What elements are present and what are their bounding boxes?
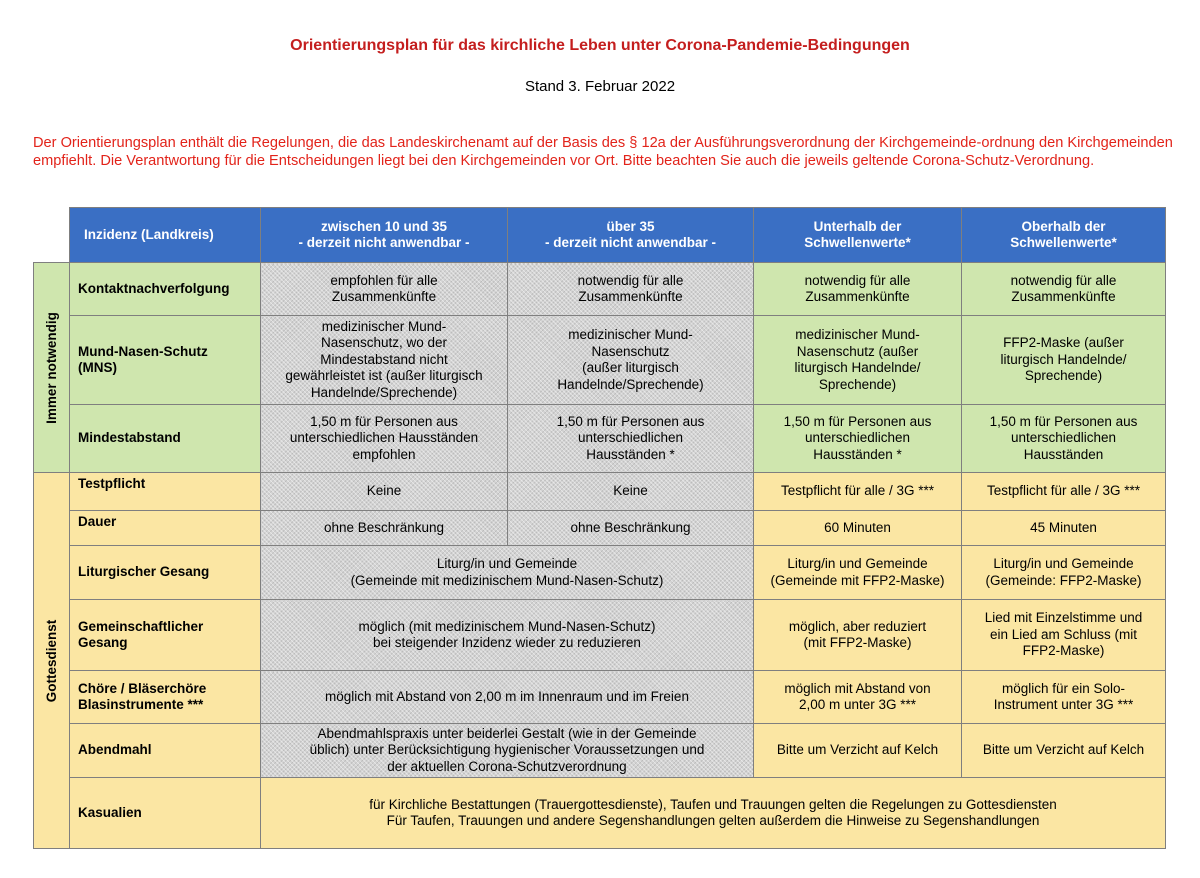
row-label: Abendmahl <box>70 724 261 778</box>
row-label: Chöre / Bläserchöre Blasinstrumente *** <box>70 671 261 724</box>
cell: 1,50 m für Personen aus unterschiedlichen Hausständen empfohlen <box>261 405 508 473</box>
row-label: Gemeinschaftlicher Gesang <box>70 600 261 671</box>
row-kasualien <box>34 778 1166 849</box>
cell: möglich für ein Solo- Instrument unter 3G *** <box>962 671 1166 724</box>
row-mindestabstand <box>34 405 1166 473</box>
header-col-below-threshold: Unterhalb der Schwellenwerte* <box>754 208 962 263</box>
cell: möglich mit Abstand von 2,00 m im Innenraum und im Freien <box>261 671 754 724</box>
row-gemeinschaftlicher-gesang <box>34 600 1166 671</box>
cell: Bitte um Verzicht auf Kelch <box>754 724 962 778</box>
row-dauer <box>34 511 1166 546</box>
row-label: Liturgischer Gesang <box>70 546 261 600</box>
cell: medizinischer Mund- Nasenschutz (außer liturgisch Handelnde/ Sprechende) <box>754 316 962 405</box>
cell: Testpflicht für alle / 3G *** <box>962 473 1166 511</box>
row-label: Mund-Nasen-Schutz (MNS) <box>70 316 261 405</box>
row-label: Kontaktnachverfolgung <box>70 263 261 316</box>
row-label: Dauer <box>70 511 261 546</box>
cell: 45 Minuten <box>962 511 1166 546</box>
row-abendmahl <box>34 724 1166 778</box>
row-label: Mindestabstand <box>70 405 261 473</box>
cell: notwendig für alle Zusammenkünfte <box>508 263 754 316</box>
cell: ohne Beschränkung <box>508 511 754 546</box>
cell: medizinischer Mund- Nasenschutz (außer liturgisch Handelnde/Sprechende) <box>508 316 754 405</box>
cell: ohne Beschränkung <box>261 511 508 546</box>
row-testpflicht <box>34 473 1166 511</box>
cell: 1,50 m für Personen aus unterschiedlichen Hausständen * <box>508 405 754 473</box>
cell: empfohlen für alle Zusammenkünfte <box>261 263 508 316</box>
orientation-plan-table <box>33 207 1166 849</box>
cell: notwendig für alle Zusammenkünfte <box>754 263 962 316</box>
header-incidence: Inzidenz (Landkreis) <box>70 208 261 263</box>
cell: medizinischer Mund- Nasenschutz, wo der Mindestabstand nicht gewährleistet ist (außer liturgisch Handelnde/Sprechende) <box>261 316 508 405</box>
row-label: Testpflicht <box>70 473 261 511</box>
header-col-above-threshold: Oberhalb der Schwellenwerte* <box>962 208 1166 263</box>
cell: 1,50 m für Personen aus unterschiedlichen Hausständen * <box>754 405 962 473</box>
header-corner <box>34 208 70 263</box>
header-row <box>34 208 1166 263</box>
row-mund-nasen-schutz <box>34 316 1166 405</box>
row-liturgischer-gesang <box>34 546 1166 600</box>
cell: Abendmahlspraxis unter beiderlei Gestalt (wie in der Gemeinde üblich) unter Berücksichtigung hygienischer Voraussetzungen und der aktuellen Corona-Schutzverordnung <box>261 724 754 778</box>
cell: FFP2-Maske (außer liturgisch Handelnde/ Sprechende) <box>962 316 1166 405</box>
cell: Liturg/in und Gemeinde (Gemeinde: FFP2-Maske) <box>962 546 1166 600</box>
document-date: Stand 3. Februar 2022 <box>524 78 676 95</box>
cell: Lied mit Einzelstimme und ein Lied am Schluss (mit FFP2-Maske) <box>962 600 1166 671</box>
cell: Bitte um Verzicht auf Kelch <box>962 724 1166 778</box>
cell: 60 Minuten <box>754 511 962 546</box>
cell: für Kirchliche Bestattungen (Trauergottesdienste), Taufen und Trauungen gelten die Regelungen zu Gottesdiensten Für Taufen, Trauungen und andere Segenshandlungen gelten außerdem die Hinweise zu Segenshandlungen <box>261 778 1166 849</box>
group-label-gottesdienst: Gottesdienst <box>34 473 70 849</box>
cell: möglich mit Abstand von 2,00 m unter 3G *** <box>754 671 962 724</box>
group-label-immer-notwendig: Immer notwendig <box>34 263 70 473</box>
cell: 1,50 m für Personen aus unterschiedlichen Hausständen <box>962 405 1166 473</box>
cell: Liturg/in und Gemeinde (Gemeinde mit FFP2-Maske) <box>754 546 962 600</box>
cell: Liturg/in und Gemeinde (Gemeinde mit medizinischem Mund-Nasen-Schutz) <box>261 546 754 600</box>
cell: Testpflicht für alle / 3G *** <box>754 473 962 511</box>
header-col-over-35: über 35 - derzeit nicht anwendbar - <box>508 208 754 263</box>
cell: Keine <box>261 473 508 511</box>
row-kontaktnachverfolgung <box>34 263 1166 316</box>
cell: Keine <box>508 473 754 511</box>
cell: notwendig für alle Zusammenkünfte <box>962 263 1166 316</box>
row-label: Kasualien <box>70 778 261 849</box>
row-choere <box>34 671 1166 724</box>
document-title: Orientierungsplan für das kirchliche Leben unter Corona-Pandemie-Bedingungen <box>290 37 910 54</box>
cell: möglich (mit medizinischem Mund-Nasen-Schutz) bei steigender Inzidenz wieder zu reduzieren <box>261 600 754 671</box>
cell: möglich, aber reduziert (mit FFP2-Maske) <box>754 600 962 671</box>
intro-paragraph: Der Orientierungsplan enthält die Regelungen, die das Landeskirchenamt auf der Basis des § 12a der Ausführungsverordnung der Kirchgemeinde-ordnung den Kirchgemeinden empfiehlt. Die Verantwortung für die Entscheidungen liegt bei den Kirchgemeinden vor Ort. Bitte beachten Sie auch die jeweils geltende Corona-Schutz-Verordnung. <box>33 135 1173 169</box>
header-col-10-35: zwischen 10 und 35 - derzeit nicht anwendbar - <box>261 208 508 263</box>
